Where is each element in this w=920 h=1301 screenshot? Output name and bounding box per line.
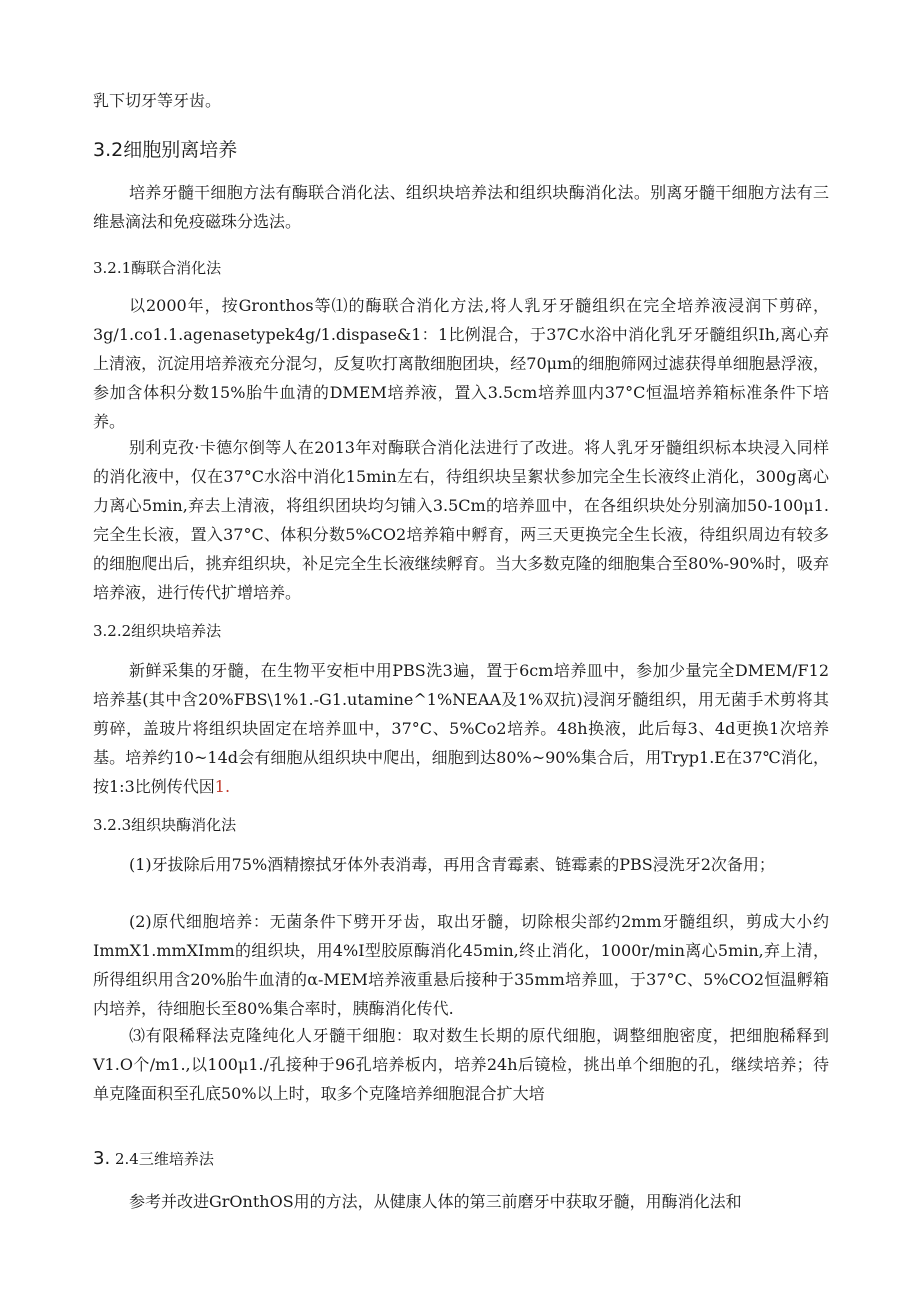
paragraph-tissue-block-method — [93, 656, 829, 801]
paragraph-continuation: 乳下切牙等牙齿。 — [93, 91, 222, 110]
section-heading-3-2: 3.2细胞别离培养 — [93, 139, 238, 161]
subsection-heading-3-2-1: 3.2.1酶联合消化法 — [93, 259, 222, 277]
subsection-heading-3-2-2: 3.2.2组织块培养法 — [93, 622, 222, 640]
subsection-heading-3-2-4 — [93, 1148, 214, 1170]
paragraph-step-3: ⑶有限稀释法克隆纯化人牙髓干细胞：取对数生长期的原代细胞，调整细胞密度，把细胞稀释到V1.O个∕m1.,以100μ1./孔接种于96孔培养板内，培养24h后镜检，挑出单个细胞的孔，继续培养；待单克隆面积至孔底50%以上时，取多个克隆培养细胞混合扩大培 — [93, 1026, 829, 1103]
reference-marker: 1. — [214, 777, 231, 796]
heading-number: 3. — [93, 1148, 111, 1169]
paragraph-intro: 培养牙髓干细胞方法有酶联合消化法、组织块培养法和组织块酶消化法。别离牙髓干细胞方法有三维悬滴法和免疫磁珠分选法。 — [93, 183, 829, 231]
heading-text: 2.4三维培养法 — [114, 1150, 214, 1168]
subsection-heading-3-2-3: 3.2.3组织块酶消化法 — [93, 816, 237, 834]
paragraph-improved-method: 别利克孜·卡德尔倒等人在2013年对酶联合消化法进行了改进。将人乳牙牙髓组织标本块浸入同样的消化液中，仅在37°C水浴中消化15min左右，待组织块呈絮状参加完全生长液终止消化，300g离心力离心5min,弃去上清液，将组织团块均匀铺入3.5Cm的培养皿中，在各组织块处分别滴加50-100μ1.完全生长液，置入37°C、体积分数5%CO2培养箱中孵育，两三天更换完全生长液，待组织周边有较多的细胞爬出后，挑弃组织块，补足完全生长液继续孵育。当大多数克隆的细胞集合至80%-90%时，吸弃培养液，进行传代扩增培养。 — [93, 438, 829, 602]
paragraph-tissue-block-text: 新鲜采集的牙髓，在生物平安柜中用PBS洗3遍，置于6cm培养皿中，参加少量完全DMEM/F12培养基(其中含20%FBS\1%1.-G1.utamine^1%NEAA及1%双抗)浸润牙髓组织，用无菌手术剪将其剪碎，盖玻片将组织块固定在培养皿中，37°C、5%Co2培养。48h换液，此后每3、4d更换1次培养基。培养约10~14d会有细胞从组织块中爬出，细胞到达80%~90%集合后，用Tryp1.E在37℃消化，按1:3比例传代因 — [93, 661, 829, 796]
paragraph-3d-culture: 参考并改进GrOnthOS用的方法，从健康人体的第三前磨牙中获取牙髓，用酶消化法和 — [129, 1192, 742, 1211]
paragraph-enzyme-method: 以2000年，按Gronthos等⑴的酶联合消化方法,将人乳牙牙髓组织在完全培养液浸润下剪碎，3g/1.co1.1.agenasetypek4g/1.dispase&1：1比例混合，于37C水浴中消化乳牙牙髓组织Ih,离心弃上清液，沉淀用培养液充分混匀，反复吹打离散细胞团块，经70μm的细胞筛网过滤获得单细胞悬浮液，参加含体积分数15%胎牛血清的DMEM培养液，置入3.5cm培养皿内37°C恒温培养箱标准条件下培养。 — [93, 296, 829, 431]
paragraph-step-1: (1)牙拔除后用75%酒精擦拭牙体外表消毒，再用含青霉素、链霉素的PBS浸洗牙2次备用； — [129, 855, 775, 874]
paragraph-step-2: (2)原代细胞培养：无菌条件下劈开牙齿，取出牙髓，切除根尖部约2mm牙髓组织，剪成大小约ImmX1.mmXImm的组织块，用4%I型胶原酶消化45min,终止消化，1000r∕min离心5min,弃上清，所得组织用含20%胎牛血清的α-MEM培养液重悬后接种于35mm培养皿，于37°C、5%CO2恒温孵箱内培养，待细胞长至80%集合率时，胰酶消化传代. — [93, 912, 829, 1018]
